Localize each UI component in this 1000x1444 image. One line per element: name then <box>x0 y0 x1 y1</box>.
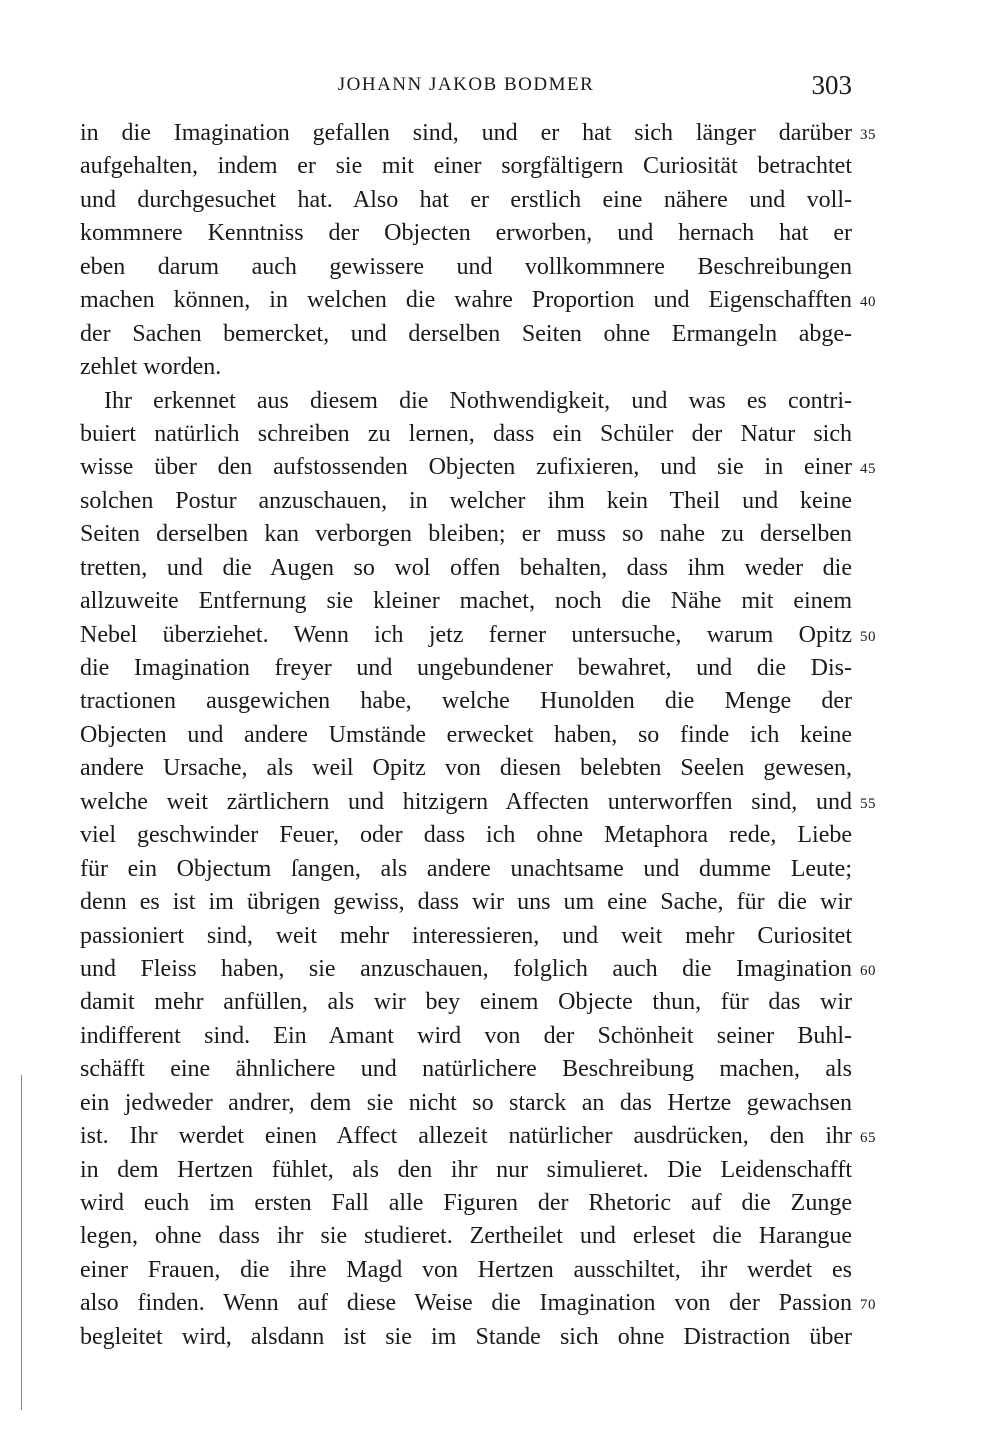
text-line <box>80 150 852 183</box>
text-line-content: für ein Objectum ſangen, als andere unachtsame und dumme Leute; <box>80 855 852 882</box>
text-line <box>80 886 852 919</box>
text-line <box>80 752 852 785</box>
text-line <box>80 652 852 685</box>
line-number: 60 <box>860 962 876 979</box>
text-line <box>80 284 876 317</box>
text-line-content: Nebel überziehet. Wenn ich jetz ferner untersuche, warum Opitz <box>80 621 852 648</box>
text-line <box>80 451 876 484</box>
text-line <box>80 418 852 451</box>
text-line-content: legen, ohne dass ihr sie studieret. Zertheilet und erleset die Harangue <box>80 1223 852 1250</box>
text-line-content: aufgehalten, indem er sie mit einer sorgfältigern Curiosität betrachtet <box>80 153 852 180</box>
text-line-content: allzuweite Entfernung sie kleiner machet, noch die Nähe mit einem <box>80 588 852 615</box>
text-line <box>80 619 876 652</box>
text-line <box>80 485 852 518</box>
line-number: 65 <box>860 1130 876 1147</box>
line-number: 45 <box>860 461 876 478</box>
body-text <box>80 117 876 1354</box>
text-line-content: kommnere Kenntniss der Objecten erworben, und hernach hat er <box>80 220 852 247</box>
line-number: 40 <box>860 294 876 311</box>
text-line-content: Seiten derselben kan verborgen bleiben; er muss so nahe zu derselben <box>80 521 852 548</box>
running-head <box>80 70 852 106</box>
text-line-content: buiert natürlich schreiben zu lernen, dass ein Schüler der Natur sich <box>80 420 852 447</box>
text-line <box>80 518 852 551</box>
text-line <box>80 986 852 1019</box>
text-line <box>80 953 876 986</box>
text-line-content: tractionen ausgewichen habe, welche Hunolden die Menge der <box>80 688 852 715</box>
page-number: 303 <box>811 70 852 100</box>
text-line-content: Objecten und andere Umstände erwecket haben, so finde ich keine <box>80 721 852 748</box>
text-line <box>80 585 852 618</box>
text-line-content: schäfft eine ähnlichere und natürlichere Beschreibung machen, als <box>80 1056 852 1083</box>
text-line <box>80 920 852 953</box>
text-line-content: zehlet worden. <box>80 354 222 381</box>
text-line <box>80 1120 876 1153</box>
text-line <box>80 217 852 250</box>
text-line <box>80 1154 852 1187</box>
text-line-content: machen können, in welchen die wahre Proportion und Eigenschafften <box>80 287 852 314</box>
text-line <box>80 251 852 284</box>
text-line-content: einer Frauen, die ihre Magd von Hertzen ausschiltet, ihr werdet es <box>80 1256 852 1283</box>
text-line-content: also finden. Wenn auf diese Weise die Imagination von der Passion <box>80 1290 852 1317</box>
text-line-content: damit mehr anfüllen, als wir bey einem Objecte thun, für das wir <box>80 989 852 1016</box>
line-number: 55 <box>860 795 876 812</box>
text-line-content: und Fleiss haben, sie anzuschauen, folglich auch die Imagination <box>80 955 852 982</box>
text-line <box>80 819 852 852</box>
line-number: 50 <box>860 628 876 645</box>
text-line <box>80 786 876 819</box>
text-line <box>80 1020 852 1053</box>
text-line-content: welche weit zärtlichern und hitzigern Affecten unterworffen sind, und <box>80 788 852 815</box>
text-line-content: wird euch im ersten Fall alle Figuren der Rhetoric auf die Zunge <box>80 1190 852 1216</box>
text-line-content: ist. Ihr werdet einen Affect allezeit natürlicher ausdrücken, den ihr <box>80 1123 852 1150</box>
text-line <box>80 552 852 585</box>
text-line <box>80 853 852 886</box>
text-line-content: indifferent sind. Ein Amant wird von der Schönheit seiner Buhl- <box>80 1022 852 1049</box>
text-line-content: denn es ist im übrigen gewiss, dass wir uns um eine Sache, für die wir <box>80 889 852 916</box>
text-line-content: wisse über den aufstossenden Objecten zufixieren, und sie in einer <box>80 454 852 481</box>
text-line-content: begleitet wird, alsdann ist sie im Stande sich ohne Distraction über <box>80 1323 852 1350</box>
text-line <box>80 1287 876 1320</box>
text-line-content: Ihr erkennet aus diesem die Nothwendigkeit, und was es contri- <box>104 387 852 414</box>
text-line <box>80 1053 852 1086</box>
text-line <box>80 117 876 150</box>
text-line-content: die Imagination freyer und ungebundener bewahret, und die Dis- <box>80 655 852 681</box>
text-line-content: und durchgesuchet hat. Also hat er erstlich eine nähere und voll- <box>80 186 852 213</box>
text-line <box>80 1254 852 1287</box>
text-line <box>80 385 852 418</box>
text-line <box>80 1087 852 1120</box>
text-line-content: andere Ursache, als weil Opitz von diesen belebten Seelen gewesen, <box>80 755 852 782</box>
text-line <box>80 184 852 217</box>
line-number: 35 <box>860 127 876 143</box>
text-line <box>80 318 852 351</box>
text-line <box>80 1321 852 1354</box>
scan-margin-line <box>21 1075 22 1410</box>
running-head-title: JOHANN JAKOB BODMER <box>337 74 595 95</box>
text-line <box>80 1187 852 1220</box>
text-line-content: in dem Hertzen fühlet, als den ihr nur simulieret. Die Leidenschafft <box>80 1156 852 1183</box>
text-line-content: der Sachen bemercket, und derselben Seiten ohne Ermangeln abge- <box>80 320 852 347</box>
line-number: 70 <box>860 1297 876 1314</box>
text-line-content: solchen Postur anzuschauen, in welcher ihm kein Theil und keine <box>80 487 852 514</box>
text-line <box>80 1220 852 1253</box>
text-line-content: eben darum auch gewissere und vollkommnere Beschreibungen <box>80 253 852 280</box>
text-line <box>80 351 852 384</box>
text-line-content: viel geschwinder Feuer, oder dass ich ohne Metaphora rede, Liebe <box>80 822 852 849</box>
text-line <box>80 719 852 752</box>
text-line-content: tretten, und die Augen so wol offen behalten, dass ihm weder die <box>80 554 852 581</box>
text-line-content: passioniert sind, weit mehr interessieren, und weit mehr Curiositet <box>80 922 852 949</box>
text-line-content: in die Imagination gefallen sind, und er hat sich länger darüber <box>80 120 852 146</box>
text-line-content: ein jedweder andrer, dem sie nicht so starck an das Hertze gewachsen <box>80 1089 852 1116</box>
text-line <box>80 685 852 718</box>
